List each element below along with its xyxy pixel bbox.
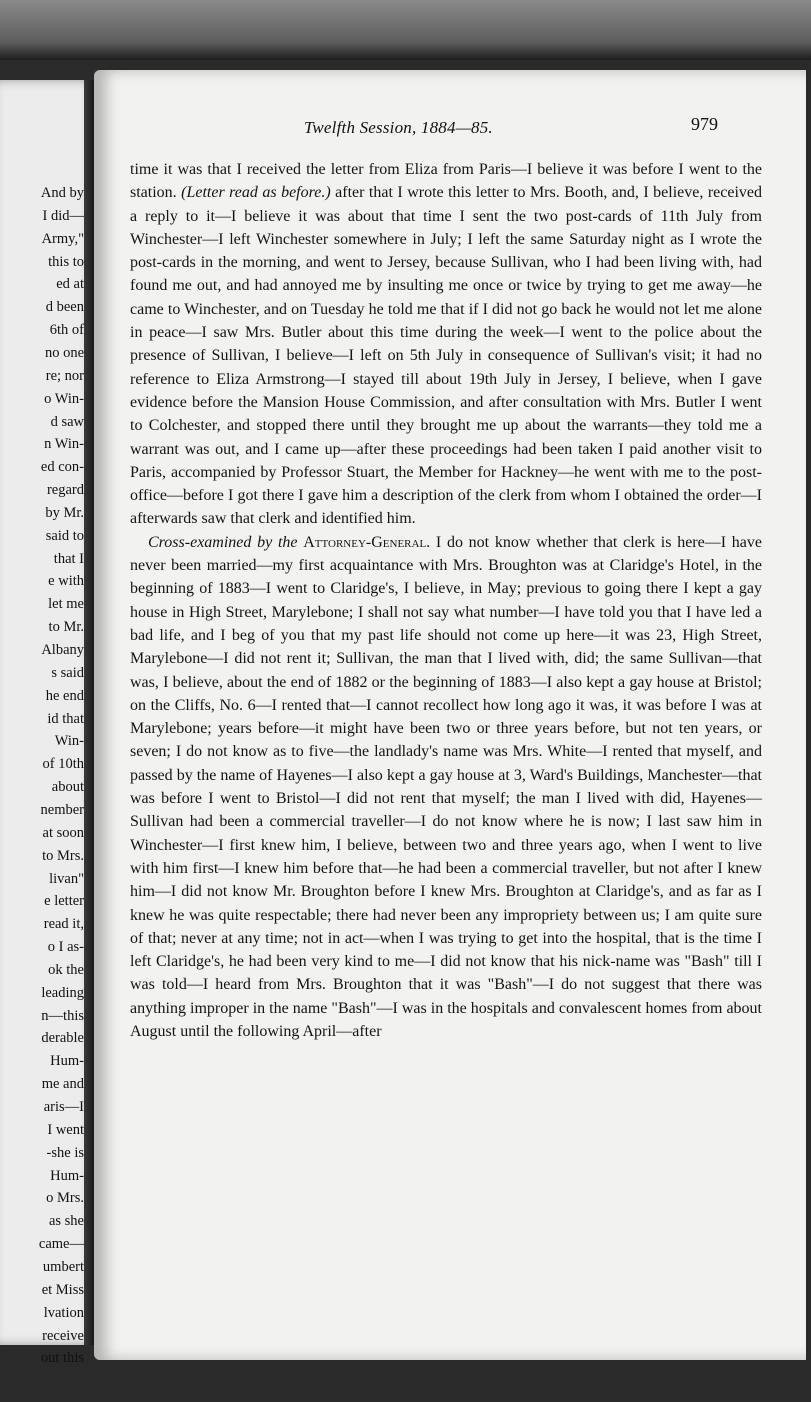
cross-examination-lead: Cross-examined by the: [148, 533, 304, 551]
page-header: [94, 114, 806, 142]
left-page-line: derable: [41, 1030, 84, 1047]
left-page-line: at soon: [42, 824, 84, 841]
left-page-line: I went: [47, 1121, 84, 1138]
left-page-line: about: [51, 779, 84, 796]
left-page-line: regard: [46, 482, 84, 499]
body-text: [130, 158, 762, 1043]
left-page-line: -she is: [46, 1144, 84, 1161]
left-page-line: livan": [49, 870, 84, 887]
left-page-line: leading: [41, 984, 84, 1001]
paragraph-text: I do not know whether that clerk is here—I have never been married—my first acquaintance with Mrs. Broughton was at Claridge's Hotel, in the beginning of 1883—I went to Claridge's, I believe, in May; previous to going there I kept a gay house in High Street, Marylebone; I shall not say what number—I have told you that I have led a bad life, and I beg of you that my past life should not come up here—it was 23, High Street, Marylebone—I did not rent it; Sullivan, the man that I lived with, did; the same Sullivan—that was, I believe, about the end of 1882 or the beginning of 1883—I also kept a gay house at Bristol; on the Cliffs, No. 6—I rented that—I cannot recollect how long ago it was, it was before I was at Marylebone; years before—it might have been two or three years before, but not ten years, or seven; I do not know as to five—the landlady's name was Mrs. White—I rented that myself, and passed by the name of Hayenes—I also kept a gay house at 3, Ward's Buildings, Manchester—that was before I went to Bristol—I did not rent that myself; the man I lived with did, Hayenes—Sullivan had been a commercial traveller—I do not know where he is now; I last saw him in Winchester—I first knew him, I believe, between two and three years ago, when I went to live with him first—I knew him before that—he had been a commercial traveller, but not after I knew him—I did not know Mr. Broughton before I knew Mrs. Broughton at Claridge's, and as far as I knew he was quite respectable; there had never been any impropriety between us; I am quite sure of that; never at any time; not in act—when I was trying to get into the hospital, that is the time I left Claridge's, he had been very kind to me—I did not know that his nick-name was "Bash" till I was told—I heard from Mrs. Broughton that it was "Bash"—I do not suggest that there was anything improper in the name "Bash"—I was in the hospitals and convalescent homes from about August until the following April—after: [130, 533, 762, 1040]
paragraph-testimony: [130, 158, 762, 531]
left-page-line: as she: [48, 1213, 84, 1230]
left-page-line: lvation: [43, 1304, 84, 1321]
left-page-line: ed con-: [40, 459, 84, 476]
left-page-line: et Miss: [41, 1281, 84, 1298]
left-page-line: out this: [40, 1350, 84, 1367]
left-page-line: nember: [40, 801, 84, 818]
left-page-line: Army,": [41, 230, 84, 247]
page-number: 979: [691, 114, 718, 134]
left-page-line: Albany: [41, 642, 84, 658]
left-page-line: o Win-: [44, 390, 84, 407]
left-page-line: re; nor: [45, 367, 84, 384]
left-page: [0, 80, 96, 1367]
paragraph-text: after that I wrote this letter to Mrs. Booth, and, I believe, received a reply to it—I believe it was about that time I sent the two post-cards of 11th July from Winchester—I left Winchester somewhere in July; I left the same Saturday night as I wrote the post-cards in the morning, and went to Jersey, because Sullivan, who I had been living with, had found me out, and had annoyed me by insulting me once or twice by trying to get me away—he came to Winchester, and on Tuesday he told me that if I did not go back he would not let me alone in peace—I saw Mrs. Butler about this time during the week—I went to the police about the presence of Sullivan, I believe—I left on 5th July in consequence of Sullivan's visit; it had no reference to Eliza Armstrong—I stayed till about 19th July in Jersey, I believe, when I gave evidence before the Mansion House Commission, and after consultation with Mrs. Butler I went to Colchester, and stopped there until they brought me up about the warrants—they told me a warrant was out, and I came up—after these proceedings had been taken I paid another visit to Paris, accompanied by Professor Stuart, the Member for Hackney—he went with me to the post-office—before I got there I gave him a description of the clerk from whom I obtained the order—I afterwards saw that clerk and identified him.: [130, 184, 763, 528]
left-page-line: this to: [48, 253, 84, 270]
left-page-line: that I: [53, 550, 84, 567]
left-page-line: And by: [40, 185, 84, 201]
left-page-line: read it,: [43, 916, 84, 933]
left-page-line: id that: [47, 710, 84, 727]
left-page-line: Hum-: [50, 1167, 84, 1184]
left-page-line: aris—I: [43, 1099, 84, 1115]
paragraph-text: time it was that I received the letter from Eliza from Paris—I believe it was before I went to the station.: [130, 161, 762, 202]
left-page-line: o I as-: [47, 939, 84, 956]
running-head: Twelfth Session, 1884—85.: [304, 118, 493, 137]
left-page-line: Win-: [54, 733, 84, 750]
left-page-line: came—: [38, 1236, 84, 1253]
left-page-line: d saw: [50, 413, 84, 430]
left-page-line: 6th of: [49, 322, 84, 339]
book-top-edge: [0, 0, 811, 60]
left-page-line: me and: [41, 1076, 84, 1093]
left-page-line: e with: [48, 573, 84, 590]
left-page-line: o Mrs.: [46, 1190, 84, 1207]
left-page-line: n—this: [41, 1007, 84, 1024]
left-page-line: let me: [48, 596, 84, 613]
left-page-line: e letter: [44, 893, 84, 910]
paragraph-cross-examination: [130, 531, 762, 1044]
left-page-line: I did—: [42, 207, 84, 224]
left-page-line: s said: [51, 664, 84, 681]
left-page-line: umbert: [42, 1258, 84, 1275]
left-page-line: said to: [45, 527, 84, 544]
left-page-line: to Mr.: [48, 619, 84, 636]
left-page-line: no one: [44, 344, 84, 361]
left-page-line: by Mr.: [45, 504, 84, 521]
left-page-line: ok the: [48, 961, 84, 978]
right-page: [94, 70, 806, 1360]
examiner-name: Attorney-General.: [303, 533, 431, 551]
left-page-line: to Mrs.: [42, 847, 84, 864]
left-page-line: he end: [45, 687, 84, 704]
left-page-line: receive: [42, 1327, 84, 1344]
left-page-line: d been: [45, 299, 84, 316]
left-page-line: Hum-: [50, 1053, 84, 1070]
left-page-line: n Win-: [44, 436, 84, 453]
editorial-note: (Letter read as before.): [181, 184, 331, 202]
left-page-line: ed at: [56, 276, 84, 293]
left-page-line: of 10th: [42, 756, 84, 773]
